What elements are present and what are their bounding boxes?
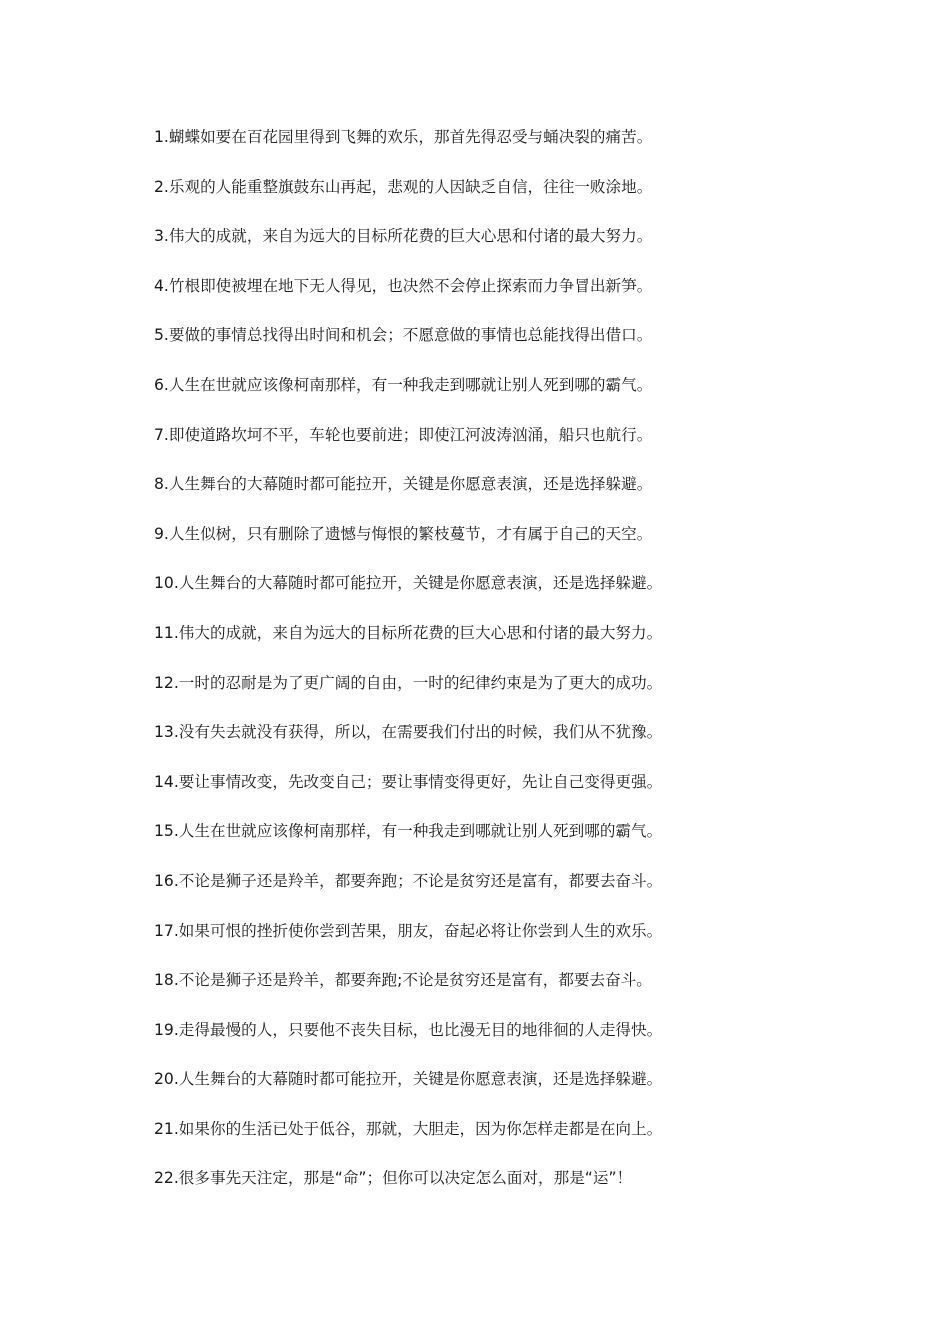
quote-line-10: 10.人生舞台的大幕随时都可能拉开，关键是你愿意表演，还是选择躲避。 [154, 574, 663, 593]
quote-line-5: 5.要做的事情总找得出时间和机会；不愿意做的事情也总能找得出借口。 [154, 326, 653, 345]
quote-line-20: 20.人生舞台的大幕随时都可能拉开，关键是你愿意表演，还是选择躲避。 [154, 1070, 663, 1089]
quote-line-19: 19.走得最慢的人，只要他不丧失目标，也比漫无目的地徘徊的人走得快。 [154, 1020, 663, 1039]
quote-line-14: 14.要让事情改变，先改变自己；要让事情变得更好，先让自己变得更强。 [154, 772, 663, 791]
quote-line-12: 12.一时的忍耐是为了更广阔的自由，一时的纪律约束是为了更大的成功。 [154, 673, 663, 692]
quote-line-16: 16.不论是狮子还是羚羊，都要奔跑；不论是贫穷还是富有，都要去奋斗。 [154, 871, 663, 890]
quote-line-6: 6.人生在世就应该像柯南那样，有一种我走到哪就让别人死到哪的霸气。 [154, 375, 653, 394]
quote-line-21: 21.如果你的生活已处于低谷，那就，大胆走，因为你怎样走都是在向上。 [154, 1119, 663, 1138]
quote-line-9: 9.人生似树，只有删除了遗憾与悔恨的繁枝蔓节，才有属于自己的天空。 [154, 524, 653, 543]
quote-line-11: 11.伟大的成就，来自为远大的目标所花费的巨大心思和付诸的最大努力。 [154, 623, 663, 642]
quote-line-13: 13.没有失去就没有获得，所以，在需要我们付出的时候，我们从不犹豫。 [154, 723, 663, 742]
quote-line-2: 2.乐观的人能重整旗鼓东山再起，悲观的人因缺乏自信，往往一败涂地。 [154, 177, 653, 196]
quote-line-3: 3.伟大的成就，来自为远大的目标所花费的巨大心思和付诸的最大努力。 [154, 227, 653, 246]
quote-line-18: 18.不论是狮子还是羚羊，都要奔跑;不论是贫穷还是富有，都要去奋斗。 [154, 971, 652, 990]
quote-list [154, 124, 714, 1215]
quote-line-22: 22.很多事先天注定，那是“命”；但你可以决定怎么面对，那是“运”！ [154, 1169, 633, 1188]
quote-line-15: 15.人生在世就应该像柯南那样，有一种我走到哪就让别人死到哪的霸气。 [154, 822, 663, 841]
quote-line-1: 1.蝴蝶如要在百花园里得到飞舞的欢乐，那首先得忍受与蛹决裂的痛苦。 [154, 128, 653, 146]
quote-line-4: 4.竹根即使被埋在地下无人得见，也决然不会停止探索而力争冒出新笋。 [154, 276, 653, 295]
quote-line-17: 17.如果可恨的挫折使你尝到苦果，朋友，奋起必将让你尝到人生的欢乐。 [154, 921, 663, 940]
quote-line-7: 7.即使道路坎坷不平，车轮也要前进；即使江河波涛汹涌，船只也航行。 [154, 425, 653, 444]
quote-line-8: 8.人生舞台的大幕随时都可能拉开，关键是你愿意表演，还是选择躲避。 [154, 475, 653, 494]
